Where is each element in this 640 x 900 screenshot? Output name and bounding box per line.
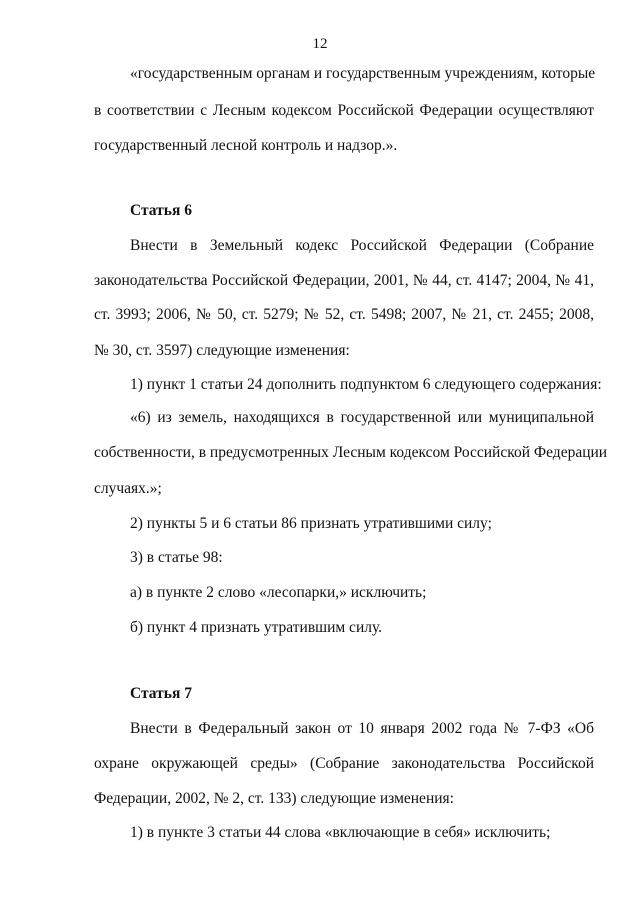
text-line: государственный лесной контроль и надзор.». [94,137,398,154]
text-line: собственности, в предусмотренных Лесным кодексом Российской Федерации [94,444,608,461]
page-number: 12 [312,36,328,52]
text-line: случаях.»; [94,480,162,497]
text-line: ст. 3993; 2006, № 50, ст. 5279; № 52, ст. 5498; 2007, № 21, ст. 2455; 2008, [94,306,594,323]
text-line: «6) из земель, находящихся в государственной или муниципальной [130,409,594,426]
text-line: в соответствии с Лесным кодексом Российской Федерации осуществляют [94,102,594,119]
text-line: 3) в статье 98: [130,549,223,566]
text-line: а) в пункте 2 слово «лесопарки,» исключить; [130,584,427,601]
text-line: 1) в пункте 3 статьи 44 слова «включающие в себя» исключить; [130,824,551,841]
text-line: Внести в Земельный кодекс Российской Федерации (Собрание [130,237,594,254]
article-heading: Статья 7 [130,685,192,702]
text-line: «государственным органам и государственным учреждениям, которые [130,65,596,82]
text-line: Внести в Федеральный закон от 10 января 2002 года № 7-ФЗ «Об [130,720,594,737]
text-line: 1) пункт 1 статьи 24 дополнить подпунктом 6 следующего содержания: [130,376,602,393]
article-heading: Статья 6 [130,202,192,219]
text-line: б) пункт 4 признать утратившим силу. [130,619,383,636]
text-line: Федерации, 2002, № 2, ст. 133) следующие изменения: [94,790,454,807]
text-line: 2) пункты 5 и 6 статьи 86 признать утратившими силу; [130,515,492,532]
text-line: № 30, ст. 3597) следующие изменения: [94,342,350,359]
text-line: охране окружающей среды» (Собрание законодательства Российской [94,755,594,772]
text-line: законодательства Российской Федерации, 2001, № 44, ст. 4147; 2004, № 41, [94,272,594,289]
